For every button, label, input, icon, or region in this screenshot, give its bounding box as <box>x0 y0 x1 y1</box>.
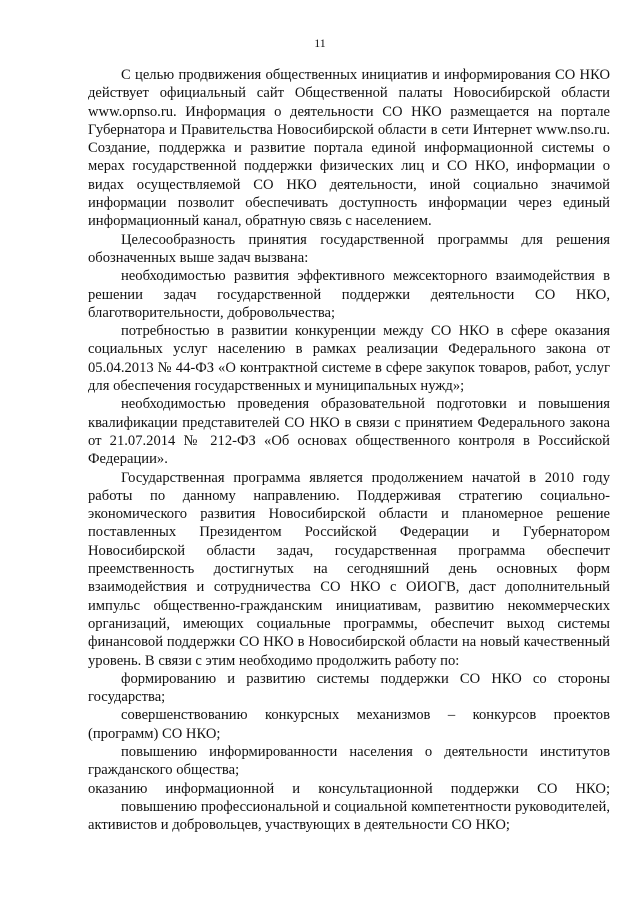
paragraph-training-need: необходимостью проведения образовательной подготовки и повышения квалификации представителей СО НКО в связи с принятием Федерального закона от 21.07.2014 № 212-ФЗ «Об основах общественного контроля в Российской Федерации». <box>88 396 610 468</box>
paragraph-competition-need: потребностью в развитии конкуренции между СО НКО в сфере оказания социальных услуг населению в рамках реализации Федерального закона от 05.04.2013 № 44-ФЗ «О контрактной системе в сфере закупок товаров, работ, услуг для обеспечения государственных и муниципальных нужд»; <box>88 323 610 395</box>
list-item-info-support: оказанию информационной и консультационной поддержки СО НКО; <box>88 780 610 797</box>
list-item-competence: повышению профессиональной и социальной компетентности руководителей, активистов и добровольцев, участвующих в деятельности СО НКО; <box>88 798 610 834</box>
paragraph-program-continuation: Государственная программа является продолжением начатой в 2010 году работы по данному направлению. Поддерживая стратегию социально-экономического развития Новосибирской области и планомерное решение поставленных Президентом Российской Федерации и Губернатором Новосибирской области задач, государственная программа обеспечит преемственность достигнутых на сегодняшний день основных форм взаимодействия и сотрудничества СО НКО с ОИОГВ, даст дополнительный импульс общественно-гражданским инициативам, развитию некоммерческих организаций, имеющих социальные программы, обеспечит выход системы финансовой поддержки СО НКО в Новосибирской области на новый качественный уровень. В связи с этим необходимо продолжить работу по: <box>88 469 610 669</box>
list-item-contest-mechanisms: совершенствованию конкурсных механизмов – конкурсов проектов (программ) СО НКО; <box>88 707 610 742</box>
document-body <box>88 66 610 834</box>
paragraph-interaction-need: необходимостью развития эффективного межсекторного взаимодействия в решении задач государственной поддержки деятельности СО НКО, благотворительности, добровольчества; <box>88 268 610 321</box>
paragraph-website-info: С целью продвижения общественных инициатив и информирования СО НКО действует официальный сайт Общественной палаты Новосибирской области www.opnso.ru. Информация о деятельности СО НКО размещается на портале Губернатора и Правительства Новосибирской области в сети Интернет www.nso.ru. Создание, поддержка и развитие портала единой информационной системы о мерах государственной поддержки физических лиц и СО НКО, информации о видах осуществляемой СО НКО деятельности, иной социально значимой информации позволит обеспечивать доступность информации через единый информационный канал, обратную связь с населением. <box>88 67 610 230</box>
list-item-support-system: формированию и развитию системы поддержки СО НКО со стороны государства; <box>88 670 610 706</box>
paragraph-program-rationale: Целесообразность принятия государственной программы для решения обозначенных выше задач вызвана: <box>88 231 610 266</box>
page-number: 11 <box>314 36 326 50</box>
list-item-public-awareness: повышению информированности населения о деятельности институтов гражданского общества; <box>88 743 610 779</box>
